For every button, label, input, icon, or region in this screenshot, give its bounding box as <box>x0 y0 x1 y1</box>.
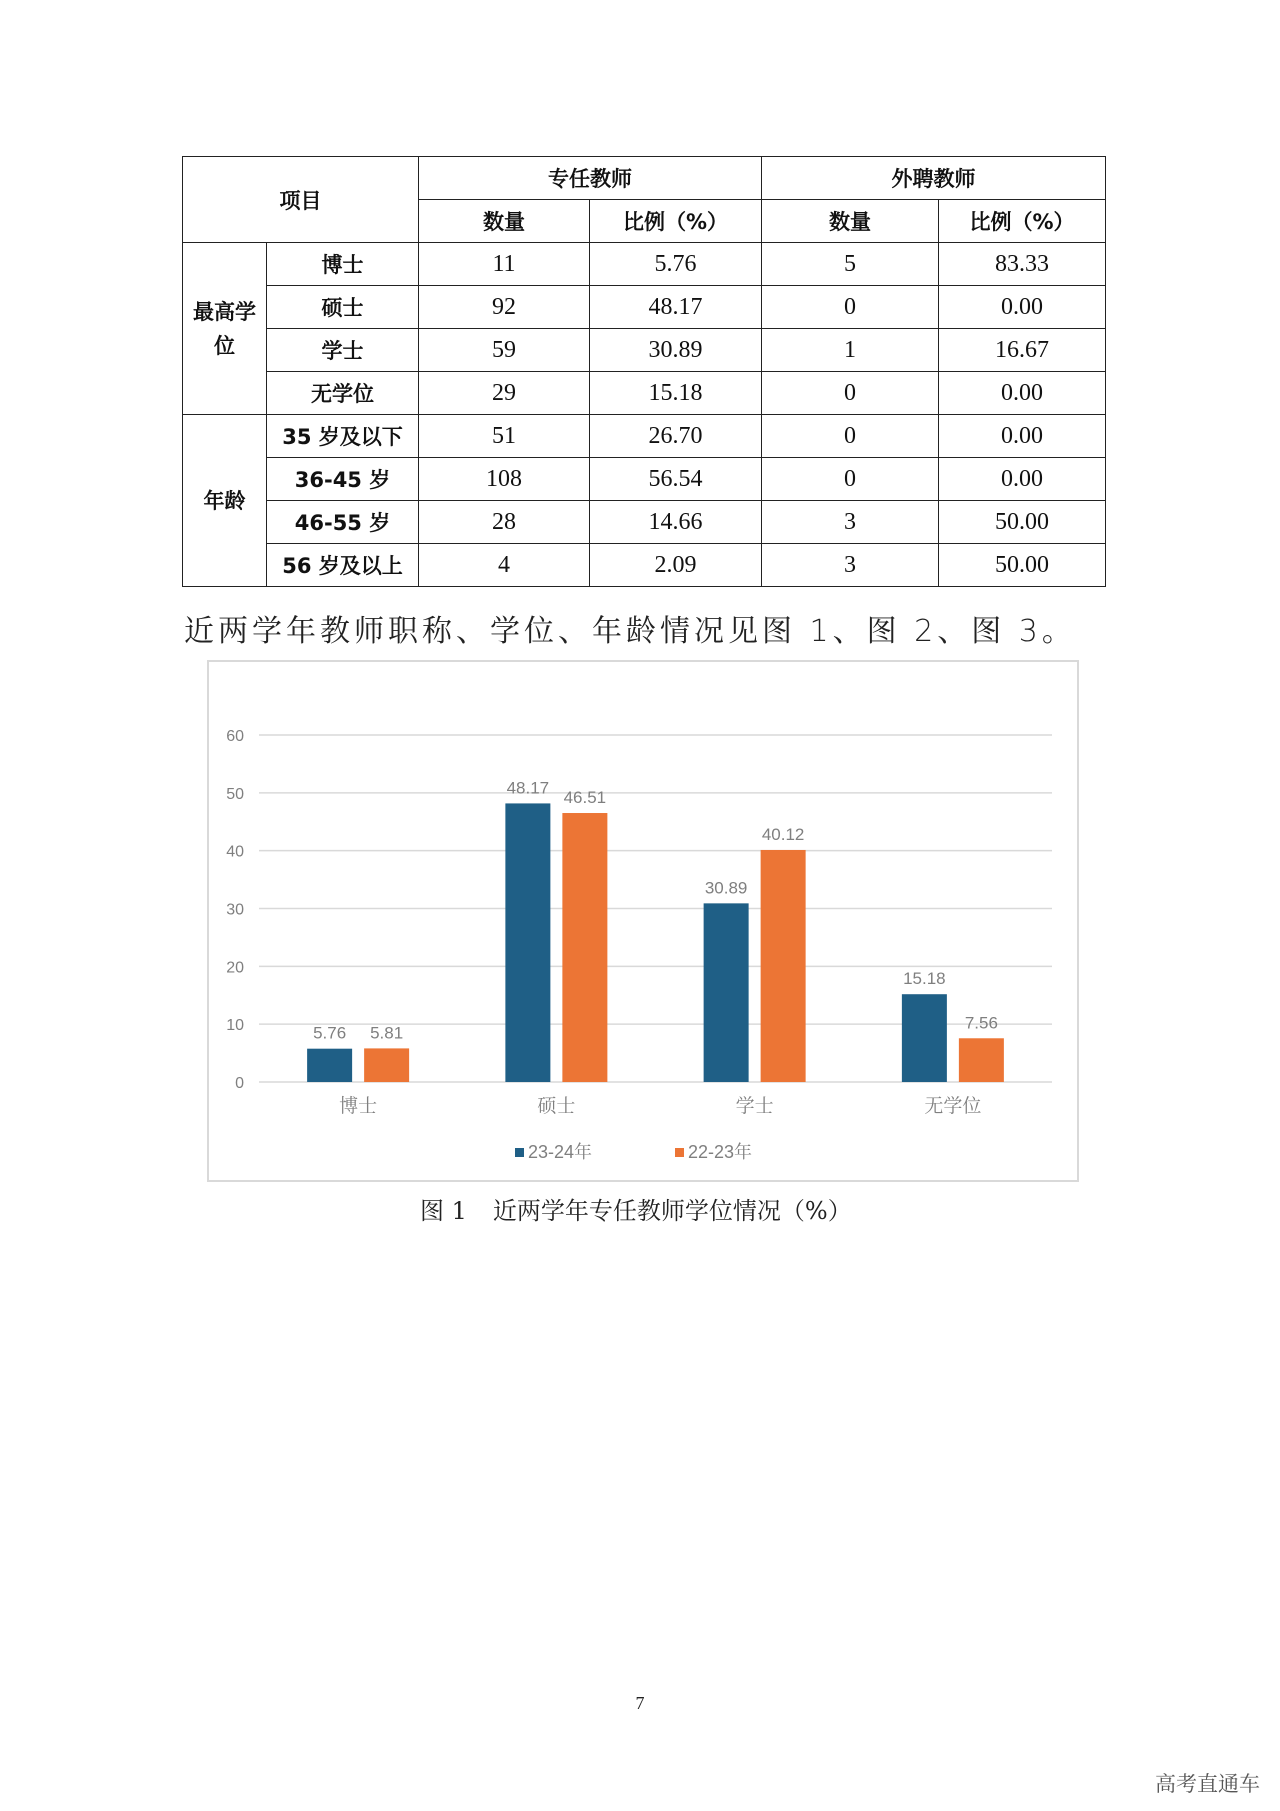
ex-count-cell: 1 <box>762 329 939 372</box>
data-label: 5.81 <box>370 1023 404 1043</box>
header-item: 项目 <box>183 157 419 243</box>
ex-ratio-cell: 0.00 <box>939 415 1106 458</box>
bar-series-2 <box>562 813 607 1082</box>
y-tick-label: 10 <box>226 1017 244 1035</box>
ft-ratio-cell: 15.18 <box>590 372 762 415</box>
ex-ratio-cell: 0.00 <box>939 286 1106 329</box>
page-number: 7 <box>635 1693 645 1713</box>
data-label: 46.51 <box>563 788 607 808</box>
ex-count-cell: 0 <box>762 372 939 415</box>
statistics-table <box>182 156 1106 587</box>
table-row <box>183 243 1106 286</box>
y-tick-label: 30 <box>226 901 244 919</box>
row-label: 硕士 <box>267 286 419 329</box>
ex-count-cell: 3 <box>762 544 939 587</box>
legend-swatch <box>675 1148 684 1157</box>
ft-ratio-cell: 14.66 <box>590 501 762 544</box>
header-external: 外聘教师 <box>762 157 1106 200</box>
row-label: 博士 <box>267 243 419 286</box>
y-tick-label: 50 <box>226 785 244 803</box>
bar-series-1 <box>704 903 749 1082</box>
ft-count-cell: 108 <box>419 458 590 501</box>
table-row <box>183 329 1106 372</box>
body-paragraph: 近两学年教师职称、学位、年龄情况见图 1、图 2、图 3。 <box>184 614 1076 649</box>
data-label: 48.17 <box>506 778 550 798</box>
data-label: 30.89 <box>704 878 748 898</box>
ex-count-cell: 0 <box>762 286 939 329</box>
row-label: 无学位 <box>267 372 419 415</box>
ft-count-cell: 29 <box>419 372 590 415</box>
watermark: 高考直通车 <box>1155 1772 1260 1796</box>
ex-ratio-cell: 16.67 <box>939 329 1106 372</box>
header-ft-count: 数量 <box>419 200 590 243</box>
ft-count-cell: 51 <box>419 415 590 458</box>
ex-ratio-cell: 83.33 <box>939 243 1106 286</box>
table-row <box>183 415 1106 458</box>
bar-chart <box>209 662 1081 1184</box>
row-label: 36-45 岁 <box>267 458 419 501</box>
ex-ratio-cell: 0.00 <box>939 372 1106 415</box>
row-label: 35 岁及以下 <box>267 415 419 458</box>
bar-series-2 <box>364 1048 409 1082</box>
x-tick-label: 学士 <box>735 1095 774 1117</box>
row-label: 56 岁及以上 <box>267 544 419 587</box>
table-row <box>183 458 1106 501</box>
ft-count-cell: 28 <box>419 501 590 544</box>
bar-series-1 <box>307 1049 352 1082</box>
y-tick-label: 60 <box>226 728 244 745</box>
figure-title: 近两学年专任教师学位情况（%） <box>492 1197 852 1225</box>
y-tick-label: 0 <box>235 1075 244 1092</box>
table-row <box>183 286 1106 329</box>
ex-count-cell: 0 <box>762 415 939 458</box>
data-label: 7.56 <box>964 1013 998 1033</box>
table-row <box>183 501 1106 544</box>
row-label: 学士 <box>267 329 419 372</box>
legend-label: 23-24年 <box>528 1142 593 1162</box>
ft-count-cell: 11 <box>419 243 590 286</box>
section-label: 年龄 <box>183 415 267 587</box>
y-tick-label: 40 <box>226 843 244 861</box>
data-label: 40.12 <box>761 824 805 844</box>
ft-ratio-cell: 5.76 <box>590 243 762 286</box>
header-ft-ratio: 比例（%） <box>590 200 762 243</box>
row-label: 46-55 岁 <box>267 501 419 544</box>
ft-ratio-cell: 48.17 <box>590 286 762 329</box>
bar-series-1 <box>902 994 947 1082</box>
ex-ratio-cell: 0.00 <box>939 458 1106 501</box>
header-fulltime: 专任教师 <box>419 157 762 200</box>
ft-count-cell: 92 <box>419 286 590 329</box>
table-row <box>183 544 1106 587</box>
ft-ratio-cell: 2.09 <box>590 544 762 587</box>
ft-count-cell: 59 <box>419 329 590 372</box>
ex-ratio-cell: 50.00 <box>939 544 1106 587</box>
ex-count-cell: 3 <box>762 501 939 544</box>
figure-number: 图 1 <box>420 1197 467 1225</box>
ft-ratio-cell: 26.70 <box>590 415 762 458</box>
header-ex-ratio: 比例（%） <box>939 200 1106 243</box>
ft-ratio-cell: 56.54 <box>590 458 762 501</box>
data-label: 5.76 <box>313 1023 347 1043</box>
ft-ratio-cell: 30.89 <box>590 329 762 372</box>
x-tick-label: 无学位 <box>924 1095 982 1117</box>
bar-series-2 <box>761 850 806 1082</box>
bar-series-2 <box>959 1038 1004 1082</box>
legend-label: 22-23年 <box>688 1142 753 1162</box>
bar-series-1 <box>505 803 550 1082</box>
y-tick-label: 20 <box>226 959 244 977</box>
ex-ratio-cell: 50.00 <box>939 501 1106 544</box>
ex-count-cell: 0 <box>762 458 939 501</box>
header-ex-count: 数量 <box>762 200 939 243</box>
data-label: 15.18 <box>903 969 946 989</box>
section-label: 最高学位 <box>183 243 267 415</box>
ft-count-cell: 4 <box>419 544 590 587</box>
legend-swatch <box>515 1148 524 1157</box>
ex-count-cell: 5 <box>762 243 939 286</box>
chart-frame <box>207 660 1079 1182</box>
x-tick-label: 硕士 <box>537 1095 576 1117</box>
table-row <box>183 372 1106 415</box>
figure-caption <box>420 1191 852 1226</box>
x-tick-label: 博士 <box>339 1095 378 1117</box>
